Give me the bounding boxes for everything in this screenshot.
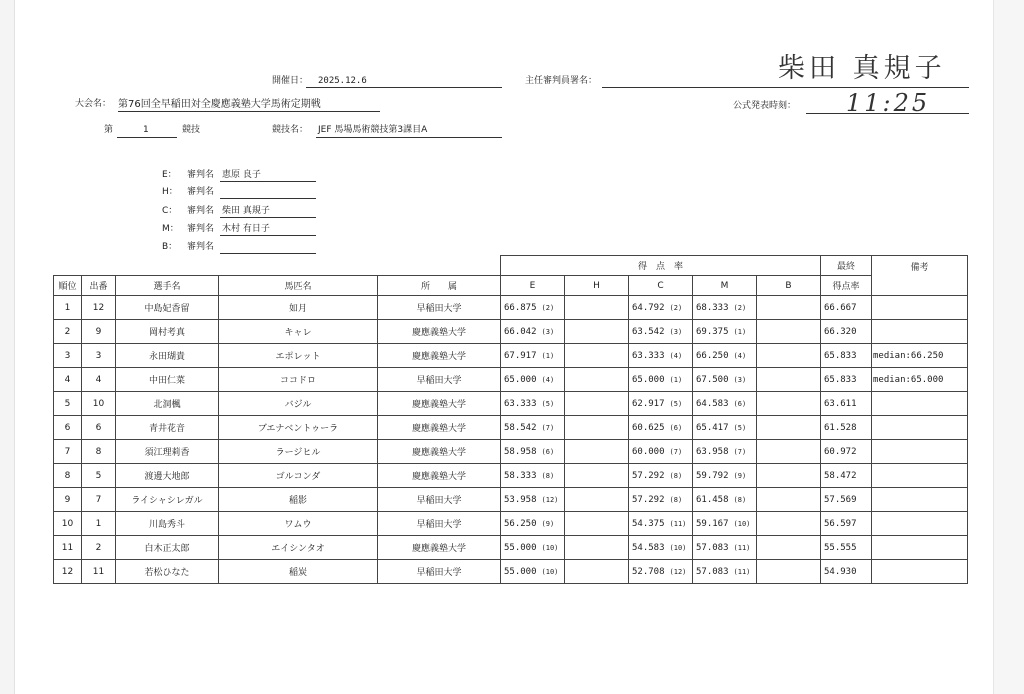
score-m-cell-value: 57.083 (696, 566, 729, 577)
affiliation-cell: 早稲田大学 (378, 560, 501, 584)
rank-cell: 4 (54, 368, 82, 392)
horse-cell: ラージヒル (219, 440, 378, 464)
table-row (54, 320, 968, 344)
score-m-cell-value: 67.500 (696, 374, 729, 385)
score-c-cell-value: 52.708 (632, 566, 665, 577)
score-e-cell-value: 55.000 (504, 542, 537, 553)
table-header-row-2 (54, 276, 968, 296)
score-b-cell (757, 560, 821, 584)
score-e-cell-value: 53.958 (504, 494, 537, 505)
score-h-cell (565, 416, 629, 440)
score-m-cell (693, 320, 757, 344)
score-m-cell-value: 65.417 (696, 422, 729, 433)
score-e-cell (501, 560, 565, 584)
final-score-cell: 63.611 (821, 392, 872, 416)
score-e-cell (501, 344, 565, 368)
announce-label: 公式発表時刻： (733, 101, 797, 111)
results-table (53, 255, 968, 584)
score-c-cell (629, 512, 693, 536)
score-c-cell-rank: (4) (669, 351, 683, 360)
score-m-cell-rank: (9) (733, 471, 747, 480)
table-row (54, 560, 968, 584)
score-m-cell (693, 344, 757, 368)
score-e-cell (501, 512, 565, 536)
order-cell: 5 (82, 464, 116, 488)
judge-position: H： (162, 187, 178, 197)
score-e-cell-rank: (12) (541, 495, 559, 504)
affiliation-cell: 慶應義塾大学 (378, 440, 501, 464)
score-h-cell (565, 512, 629, 536)
note-cell (872, 560, 968, 584)
horse-cell: キャレ (219, 320, 378, 344)
rider-cell: 若松ひなた (116, 560, 219, 584)
order-cell: 12 (82, 296, 116, 320)
header-spacer (54, 256, 501, 276)
rank-cell: 9 (54, 488, 82, 512)
score-b-cell (757, 440, 821, 464)
score-c-cell-rank: (8) (669, 471, 683, 480)
order-cell: 11 (82, 560, 116, 584)
date-underline (306, 87, 502, 88)
score-e-cell (501, 416, 565, 440)
rider-cell: 渡邊大地郎 (116, 464, 219, 488)
rider-cell: 北洞楓 (116, 392, 219, 416)
score-m-cell-value: 69.375 (696, 326, 729, 337)
final-score-cell: 56.597 (821, 512, 872, 536)
horse-cell: ココドロ (219, 368, 378, 392)
affiliation-cell: 慶應義塾大学 (378, 344, 501, 368)
score-e-cell (501, 320, 565, 344)
score-b-cell (757, 344, 821, 368)
order-cell: 2 (82, 536, 116, 560)
score-c-cell (629, 320, 693, 344)
order-cell: 8 (82, 440, 116, 464)
rider-cell: 永田瑚貴 (116, 344, 219, 368)
table-row (54, 464, 968, 488)
score-c-cell-value: 54.583 (632, 542, 665, 553)
table-row (54, 392, 968, 416)
final-score-cell: 58.472 (821, 464, 872, 488)
note-cell (872, 512, 968, 536)
note-cell (872, 320, 968, 344)
competition-label: 競技名： (272, 125, 309, 135)
final-score-cell: 65.833 (821, 344, 872, 368)
table-row (54, 488, 968, 512)
page-left-edge (0, 0, 15, 694)
score-e-cell-value: 55.000 (504, 566, 537, 577)
rank-cell: 3 (54, 344, 82, 368)
judge-underline (220, 253, 316, 254)
score-c-cell-rank: (10) (669, 543, 687, 552)
note-cell (872, 392, 968, 416)
score-e-cell-rank: (1) (541, 351, 555, 360)
rider-cell: 須江理莉香 (116, 440, 219, 464)
score-m-cell (693, 440, 757, 464)
judge-name: 柴田 真規子 (222, 206, 270, 216)
score-c-cell-value: 64.792 (632, 302, 665, 313)
score-b-cell (757, 320, 821, 344)
score-b-cell (757, 488, 821, 512)
score-c-cell (629, 296, 693, 320)
score-c-cell-value: 54.375 (632, 518, 665, 529)
score-b-cell (757, 296, 821, 320)
order-cell: 9 (82, 320, 116, 344)
score-m-cell-rank: (4) (733, 351, 747, 360)
judge-label: 審判名 (187, 187, 215, 197)
score-m-cell-rank: (8) (733, 495, 747, 504)
score-h-cell (565, 560, 629, 584)
score-c-cell (629, 464, 693, 488)
score-m-cell (693, 368, 757, 392)
order-cell: 6 (82, 416, 116, 440)
note-cell (872, 464, 968, 488)
score-c-cell-value: 57.292 (632, 470, 665, 481)
announce-time: 11:25 (846, 89, 931, 117)
judge-label: 審判名 (187, 224, 215, 234)
table-row (54, 440, 968, 464)
judge-position: B： (162, 242, 178, 252)
score-m-cell-value: 64.583 (696, 398, 729, 409)
rank-cell: 6 (54, 416, 82, 440)
affiliation-cell: 慶應義塾大学 (378, 320, 501, 344)
score-m-cell-value: 66.250 (696, 350, 729, 361)
score-h-cell (565, 296, 629, 320)
horse-cell: 稲影 (219, 488, 378, 512)
event-name: 第76回全早稲田対全慶應義塾大学馬術定期戦 (118, 99, 321, 110)
rank-cell: 10 (54, 512, 82, 536)
judge-label: 審判名 (187, 206, 215, 216)
note-cell: median:66.250 (872, 344, 968, 368)
affiliation-cell: 慶應義塾大学 (378, 536, 501, 560)
competition-underline (316, 137, 502, 138)
affiliation-cell: 早稲田大学 (378, 296, 501, 320)
page-right-edge (993, 0, 1024, 694)
score-c-cell-value: 57.292 (632, 494, 665, 505)
judge-underline (220, 198, 316, 199)
score-h-cell (565, 320, 629, 344)
score-m-cell (693, 536, 757, 560)
judge-position: E： (162, 170, 177, 180)
table-row (54, 512, 968, 536)
rider-cell: 岡村考真 (116, 320, 219, 344)
score-m-cell-value: 57.083 (696, 542, 729, 553)
score-c-cell-value: 63.333 (632, 350, 665, 361)
order-cell: 3 (82, 344, 116, 368)
score-c-cell-rank: (7) (669, 447, 683, 456)
score-c-cell-rank: (5) (669, 399, 683, 408)
col-header-h: H (565, 276, 629, 296)
score-c-cell-value: 63.542 (632, 326, 665, 337)
table-row (54, 368, 968, 392)
affiliation-cell: 慶應義塾大学 (378, 416, 501, 440)
score-e-cell-rank: (7) (541, 423, 555, 432)
competition-name: JEF 馬場馬術競技第3課目A (318, 125, 428, 135)
round-number: 1 (143, 125, 149, 135)
score-m-cell-rank: (11) (733, 567, 751, 576)
score-m-cell (693, 296, 757, 320)
score-e-cell-value: 56.250 (504, 518, 537, 529)
note-cell: median:65.000 (872, 368, 968, 392)
col-header-order: 出番 (82, 276, 116, 296)
final-score-cell: 65.833 (821, 368, 872, 392)
round-suffix: 競技 (182, 125, 201, 135)
score-c-cell-value: 62.917 (632, 398, 665, 409)
score-b-cell (757, 368, 821, 392)
score-m-cell-value: 68.333 (696, 302, 729, 313)
final-header-bottom: 得点率 (821, 276, 872, 296)
final-header-top: 最終 (821, 256, 872, 276)
affiliation-cell: 早稲田大学 (378, 368, 501, 392)
score-m-cell (693, 464, 757, 488)
score-c-cell-rank: (11) (669, 519, 687, 528)
score-rate-header: 得 点 率 (501, 256, 821, 276)
score-m-cell-value: 59.792 (696, 470, 729, 481)
rider-cell: 中田仁菜 (116, 368, 219, 392)
horse-cell: 稲炭 (219, 560, 378, 584)
score-m-cell-rank: (11) (733, 543, 751, 552)
score-e-cell (501, 440, 565, 464)
judge-position: M： (162, 224, 179, 234)
affiliation-cell: 慶應義塾大学 (378, 464, 501, 488)
score-h-cell (565, 344, 629, 368)
score-h-cell (565, 392, 629, 416)
score-b-cell (757, 464, 821, 488)
judge-name: 恵原 良子 (222, 170, 261, 180)
horse-cell: エポレット (219, 344, 378, 368)
score-e-cell-value: 65.000 (504, 374, 537, 385)
score-h-cell (565, 464, 629, 488)
score-c-cell-rank: (1) (669, 375, 683, 384)
score-m-cell-rank: (6) (733, 399, 747, 408)
score-m-cell (693, 488, 757, 512)
rank-cell: 1 (54, 296, 82, 320)
score-c-cell (629, 488, 693, 512)
score-c-cell (629, 368, 693, 392)
horse-cell: バジル (219, 392, 378, 416)
date-label: 開催日： (272, 76, 309, 86)
final-score-cell: 60.972 (821, 440, 872, 464)
rank-cell: 8 (54, 464, 82, 488)
note-cell (872, 488, 968, 512)
judge-underline (220, 217, 316, 218)
col-header-rank: 順位 (54, 276, 82, 296)
score-m-cell (693, 392, 757, 416)
score-e-cell-rank: (10) (541, 567, 559, 576)
rider-cell: ライシャシレガル (116, 488, 219, 512)
round-prefix: 第 (104, 125, 114, 135)
final-score-cell: 66.667 (821, 296, 872, 320)
score-h-cell (565, 488, 629, 512)
score-b-cell (757, 512, 821, 536)
score-c-cell-rank: (3) (669, 327, 683, 336)
round-underline (117, 137, 177, 138)
score-c-cell-rank: (12) (669, 567, 687, 576)
judge-underline (220, 235, 316, 236)
rider-cell: 青井花音 (116, 416, 219, 440)
horse-cell: 如月 (219, 296, 378, 320)
affiliation-cell: 早稲田大学 (378, 512, 501, 536)
final-score-cell: 66.320 (821, 320, 872, 344)
col-header-b: B (757, 276, 821, 296)
score-e-cell-value: 58.333 (504, 470, 537, 481)
rider-cell: 中島妃香留 (116, 296, 219, 320)
order-cell: 4 (82, 368, 116, 392)
col-header-horse: 馬匹名 (219, 276, 378, 296)
score-m-cell-rank: (10) (733, 519, 751, 528)
note-cell (872, 296, 968, 320)
score-b-cell (757, 536, 821, 560)
score-e-cell-rank: (6) (541, 447, 555, 456)
horse-cell: ゴルコンダ (219, 464, 378, 488)
score-m-cell (693, 560, 757, 584)
score-e-cell-rank: (10) (541, 543, 559, 552)
rider-cell: 川島秀斗 (116, 512, 219, 536)
col-header-rider: 選手名 (116, 276, 219, 296)
judge-label: 審判名 (187, 242, 215, 252)
note-cell (872, 536, 968, 560)
horse-cell: ブエナベントゥーラ (219, 416, 378, 440)
note-cell (872, 440, 968, 464)
rank-cell: 2 (54, 320, 82, 344)
score-c-cell-rank: (2) (669, 303, 683, 312)
score-c-cell-rank: (8) (669, 495, 683, 504)
score-c-cell (629, 392, 693, 416)
order-cell: 7 (82, 488, 116, 512)
affiliation-cell: 慶應義塾大学 (378, 392, 501, 416)
judge-position: C： (162, 206, 178, 216)
score-h-cell (565, 536, 629, 560)
rank-cell: 12 (54, 560, 82, 584)
rank-cell: 5 (54, 392, 82, 416)
score-e-cell-rank: (9) (541, 519, 555, 528)
score-c-cell (629, 536, 693, 560)
chief-judge-underline (602, 87, 969, 88)
score-e-cell-rank: (3) (541, 327, 555, 336)
table-row (54, 296, 968, 320)
score-e-cell-value: 67.917 (504, 350, 537, 361)
date-value: 2025.12.6 (318, 76, 367, 86)
score-b-cell (757, 416, 821, 440)
score-c-cell (629, 560, 693, 584)
score-e-cell (501, 368, 565, 392)
score-e-cell-value: 66.875 (504, 302, 537, 313)
score-m-cell-value: 61.458 (696, 494, 729, 505)
notes-header: 備考 (872, 256, 968, 296)
chief-judge-signature: 柴田 真規子 (778, 53, 946, 84)
score-c-cell-value: 60.000 (632, 446, 665, 457)
table-row (54, 536, 968, 560)
score-m-cell-value: 63.958 (696, 446, 729, 457)
score-m-cell-rank: (2) (733, 303, 747, 312)
score-m-cell-rank: (1) (733, 327, 747, 336)
score-b-cell (757, 392, 821, 416)
score-c-cell (629, 344, 693, 368)
score-e-cell-value: 58.958 (504, 446, 537, 457)
judge-name: 木村 有日子 (222, 224, 270, 234)
col-header-c: C (629, 276, 693, 296)
score-e-cell (501, 392, 565, 416)
col-header-affiliation: 所 属 (378, 276, 501, 296)
score-e-cell-value: 58.542 (504, 422, 537, 433)
score-c-cell-value: 65.000 (632, 374, 665, 385)
score-h-cell (565, 440, 629, 464)
score-h-cell (565, 368, 629, 392)
score-e-cell (501, 536, 565, 560)
order-cell: 10 (82, 392, 116, 416)
table-header-row-1 (54, 256, 968, 276)
score-m-cell-rank: (5) (733, 423, 747, 432)
score-c-cell-rank: (6) (669, 423, 683, 432)
col-header-m: M (693, 276, 757, 296)
affiliation-cell: 早稲田大学 (378, 488, 501, 512)
final-score-cell: 54.930 (821, 560, 872, 584)
score-c-cell (629, 416, 693, 440)
table-row (54, 344, 968, 368)
score-e-cell-value: 63.333 (504, 398, 537, 409)
final-score-cell: 61.528 (821, 416, 872, 440)
score-m-cell (693, 512, 757, 536)
score-m-cell-rank: (3) (733, 375, 747, 384)
chief-judge-label: 主任審判員署名： (525, 76, 598, 86)
rank-cell: 11 (54, 536, 82, 560)
score-e-cell-value: 66.042 (504, 326, 537, 337)
final-score-cell: 57.569 (821, 488, 872, 512)
score-c-cell (629, 440, 693, 464)
table-row (54, 416, 968, 440)
score-e-cell-rank: (8) (541, 471, 555, 480)
rider-cell: 白木正太郎 (116, 536, 219, 560)
col-header-e: E (501, 276, 565, 296)
score-m-cell (693, 416, 757, 440)
score-c-cell-value: 60.625 (632, 422, 665, 433)
rank-cell: 7 (54, 440, 82, 464)
note-cell (872, 416, 968, 440)
score-e-cell-rank: (2) (541, 303, 555, 312)
score-m-cell-rank: (7) (733, 447, 747, 456)
horse-cell: エイシンタオ (219, 536, 378, 560)
event-underline (118, 111, 380, 112)
score-e-cell (501, 488, 565, 512)
order-cell: 1 (82, 512, 116, 536)
judge-label: 審判名 (187, 170, 215, 180)
score-e-cell-rank: (5) (541, 399, 555, 408)
event-label: 大会名： (75, 99, 112, 109)
score-e-cell (501, 296, 565, 320)
horse-cell: ワムウ (219, 512, 378, 536)
score-e-cell (501, 464, 565, 488)
judge-underline (220, 181, 316, 182)
final-score-cell: 55.555 (821, 536, 872, 560)
score-m-cell-value: 59.167 (696, 518, 729, 529)
score-e-cell-rank: (4) (541, 375, 555, 384)
